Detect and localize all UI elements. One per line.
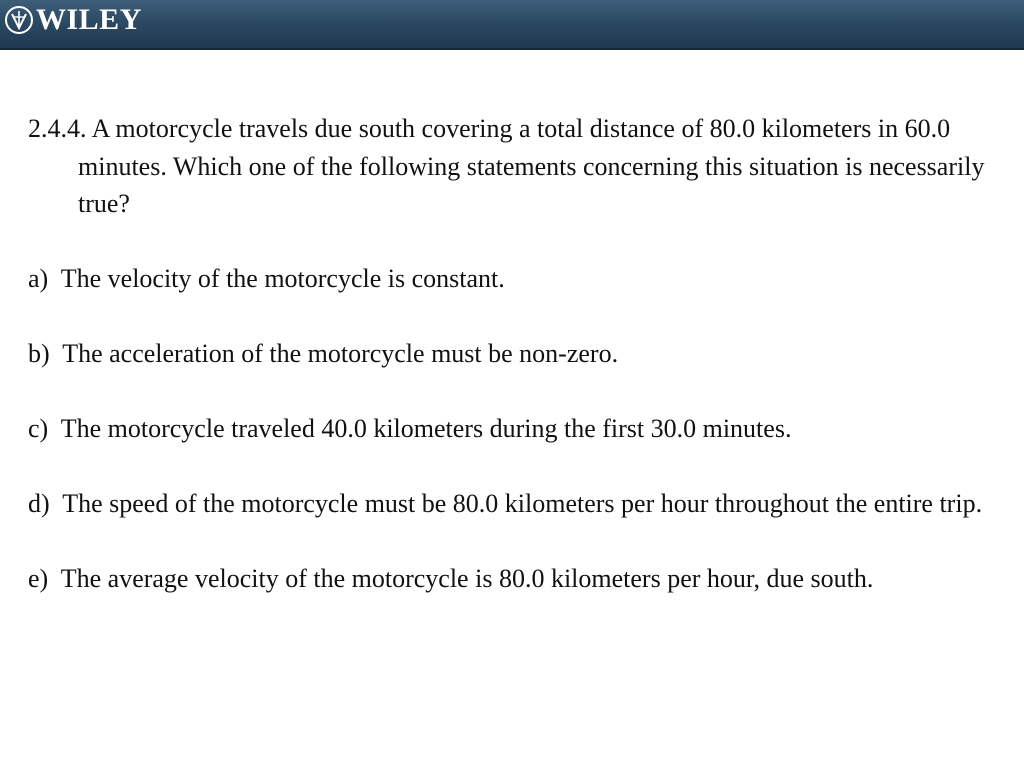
option-text: The motorcycle traveled 40.0 kilometers during the first 30.0 minutes. [60, 414, 792, 443]
option-letter: a) [28, 264, 49, 293]
option-d [28, 485, 1003, 523]
option-a [28, 260, 1003, 298]
option-text: The velocity of the motorcycle is constant. [60, 264, 505, 293]
wiley-logo [4, 3, 142, 37]
question-text: A motorcycle travels due south covering a total distance of 80.0 kilometers in 60.0 minutes. Which one of the following statements concerning this situation is necessarily true? [78, 114, 985, 218]
question-content [28, 110, 1003, 598]
option-e [28, 560, 1003, 598]
question-number: 2.4.4. [28, 114, 87, 143]
wiley-seal-icon [4, 5, 34, 35]
option-letter: d) [28, 489, 50, 518]
option-letter: b) [28, 339, 50, 368]
header-bar [0, 0, 1024, 50]
option-c [28, 410, 1003, 448]
option-text: The average velocity of the motorcycle is 80.0 kilometers per hour, due south. [60, 564, 874, 593]
option-b [28, 335, 1003, 373]
question-stem [28, 110, 1003, 223]
option-text: The acceleration of the motorcycle must be non-zero. [62, 339, 619, 368]
option-text: The speed of the motorcycle must be 80.0 kilometers per hour throughout the entire trip. [62, 489, 983, 518]
option-letter: e) [28, 564, 49, 593]
option-letter: c) [28, 414, 49, 443]
logo-text: WILEY [36, 3, 142, 36]
